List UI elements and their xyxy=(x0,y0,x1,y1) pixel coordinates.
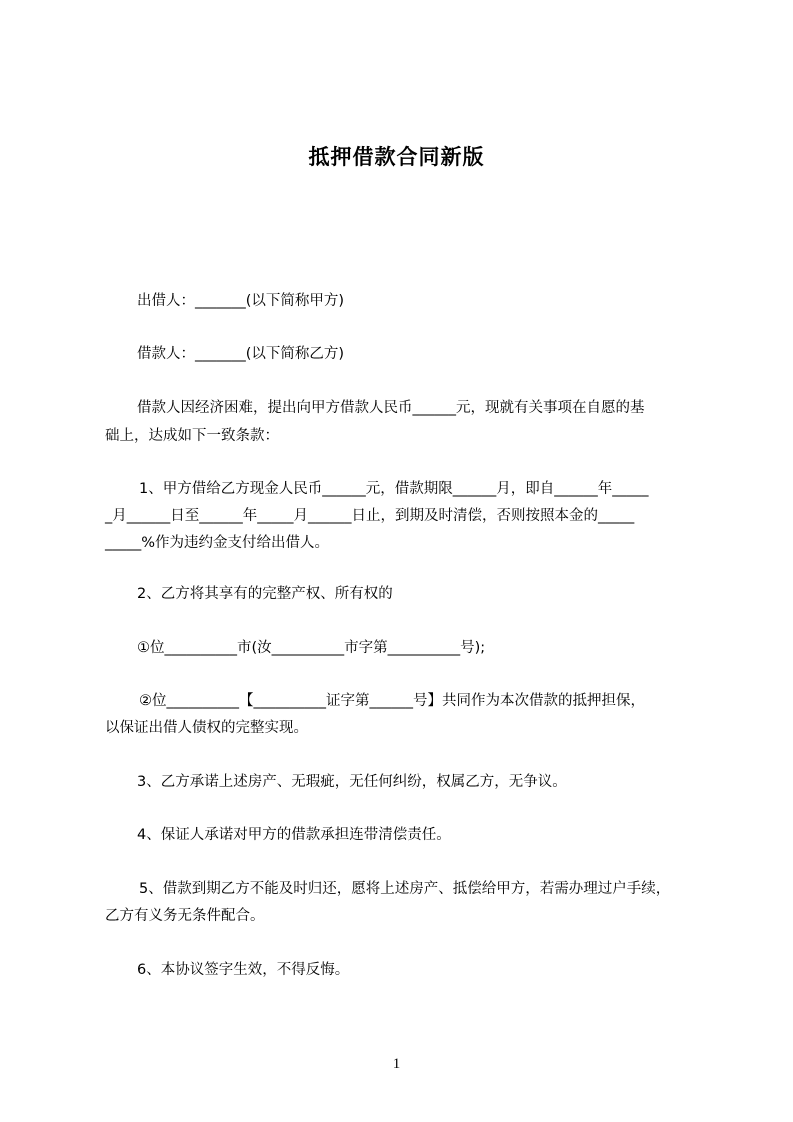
clause-line: 以保证出借人债权的完整实现。 xyxy=(105,720,308,736)
lender-line: 出借人：_______(以下简称甲方) xyxy=(137,293,345,309)
borrower-line: 借款人：_______(以下简称乙方) xyxy=(137,346,345,362)
clause-line: _月______日至______年_____月______日止，到期及时清偿，否则按照本金的_____ xyxy=(105,508,635,524)
clause-line: _____%作为违约金支付给出借人。 xyxy=(105,535,330,551)
clause-line: 2、乙方将其享有的完整产权、所有权的 xyxy=(137,586,393,602)
clause-line: 5、借款到期乙方不能及时归还，愿将上述房产、抵偿给甲方，若需办理过户手续， xyxy=(139,881,671,897)
property-item-1: ①位__________市(汝__________市字第__________号); xyxy=(137,640,486,656)
property-item-2: ②位__________【__________证字第______号】共同作为本次借款的抵押担保， xyxy=(139,693,645,709)
page-number: 1 xyxy=(392,1056,401,1072)
clause-line: 1、甲方借给乙方现金人民币______元，借款期限______月，即自______年_____ xyxy=(139,481,649,497)
document-title: 抵押借款合同新版 xyxy=(308,145,485,169)
intro-line: 础上，达成如下一致条款： xyxy=(105,428,279,444)
clause-line: 乙方有义务无条件配合。 xyxy=(105,908,265,924)
intro-line: 借款人因经济困难，提出向甲方借款人民币______元，现就有关事项在自愿的基 xyxy=(137,400,645,416)
clause-4: 4、保证人承诺对甲方的借款承担连带清偿责任。 xyxy=(137,827,451,843)
clause-6: 6、本协议签字生效，不得反悔。 xyxy=(137,962,350,978)
clause-3: 3、乙方承诺上述房产、无瑕疵，无任何纠纷，权属乙方，无争议。 xyxy=(137,774,567,790)
